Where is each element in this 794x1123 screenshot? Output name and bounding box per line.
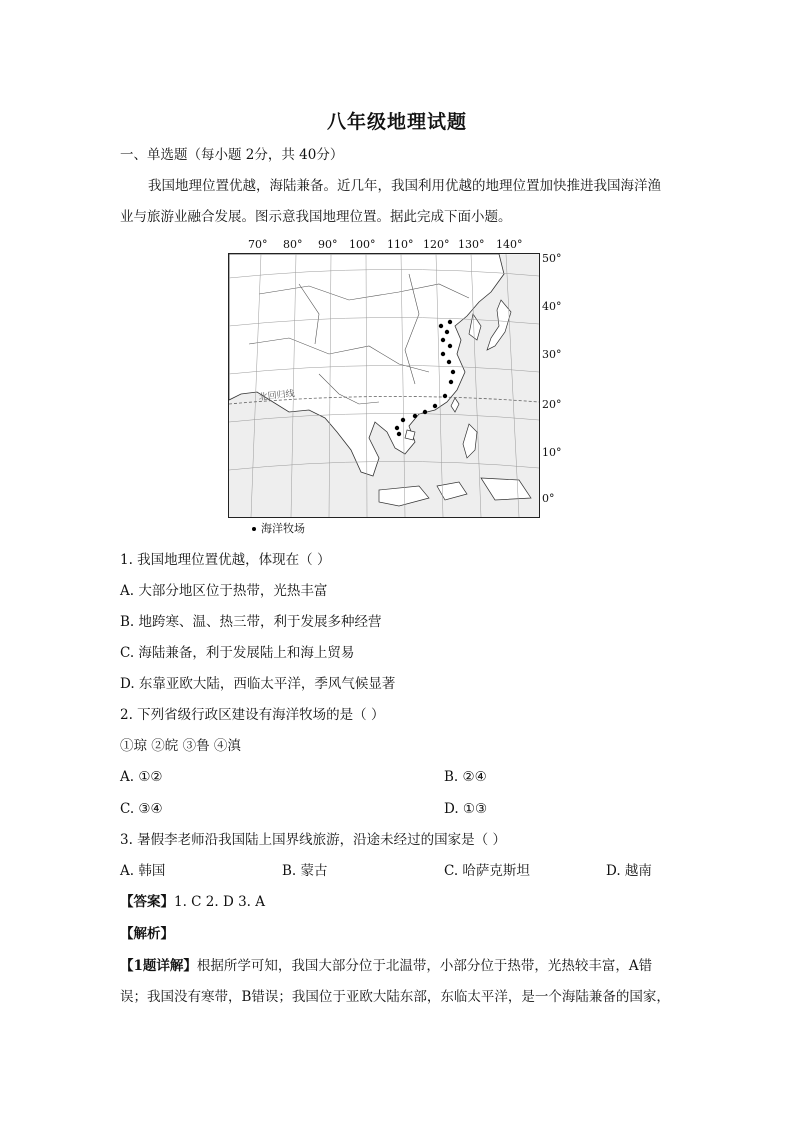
detail-line-2: 误；我国没有寒带，B错误；我国位于亚欧大陆东部，东临太平洋，是一个海陆兼备的国家， xyxy=(120,989,670,1005)
q2-option-b: B. ②④ xyxy=(444,769,487,785)
q2-option-d: D. ①③ xyxy=(444,801,488,817)
q3-option-d: D. 越南 xyxy=(606,863,652,879)
q2-option-a: A. ①② xyxy=(120,769,163,785)
lat-label: 50° xyxy=(542,252,562,265)
china-location-map xyxy=(228,238,578,538)
q3-option-c: C. 哈萨克斯坦 xyxy=(444,863,530,879)
q1-stem: 1. 我国地理位置优越，体现在（ ） xyxy=(120,552,331,568)
map-legend xyxy=(252,520,305,536)
section-heading: 一、单选题（每小题 2分，共 40分） xyxy=(120,147,344,163)
q2-option-c: C. ③④ xyxy=(120,801,163,817)
lat-label: 10° xyxy=(542,446,562,459)
lat-label: 40° xyxy=(542,300,562,313)
intro-line-1: 我国地理位置优越，海陆兼备。近几年，我国利用优越的地理位置加快推进我国海洋渔 xyxy=(148,178,661,194)
tropic-label: 北回归线 xyxy=(258,389,296,403)
lon-label: 110° xyxy=(387,238,414,251)
q2-items: ①琼 ②皖 ③鲁 ④滇 xyxy=(120,738,241,754)
q1-option-a: A. 大部分地区位于热带，光热丰富 xyxy=(120,583,328,599)
answer-label: 【答案】 xyxy=(120,894,174,910)
map-frame xyxy=(228,253,540,518)
lon-label: 90° xyxy=(318,238,338,251)
intro-line-2: 业与旅游业融合发展。图示意我国地理位置。据此完成下面小题。 xyxy=(120,209,512,225)
detail-label: 【1题详解】 xyxy=(120,958,197,974)
q3-option-a: A. 韩国 xyxy=(120,863,166,879)
analysis-label: 【解析】 xyxy=(120,926,174,942)
legend-label: 海洋牧场 xyxy=(261,522,305,535)
hainan-island xyxy=(405,430,415,440)
lon-label: 140° xyxy=(496,238,523,251)
q1-option-d: D. 东靠亚欧大陆，西临太平洋，季风气候显著 xyxy=(120,676,396,692)
lat-label: 0° xyxy=(542,492,555,505)
lon-label: 130° xyxy=(458,238,485,251)
page-title: 八年级地理试题 xyxy=(326,111,467,133)
lat-label: 30° xyxy=(542,348,562,361)
q2-stem: 2. 下列省级行政区建设有海洋牧场的是（ ） xyxy=(120,707,385,723)
lon-label: 100° xyxy=(349,238,376,251)
lat-label: 20° xyxy=(542,398,562,411)
detail-line-1 xyxy=(120,957,652,975)
legend-dot-icon xyxy=(252,527,256,531)
answer-line xyxy=(120,893,265,911)
q3-option-b: B. 蒙古 xyxy=(282,863,328,879)
map-drawing xyxy=(229,254,539,517)
lon-label: 70° xyxy=(248,238,268,251)
q3-stem: 3. 暑假李老师沿我国陆上国界线旅游，沿途未经过的国家是（ ） xyxy=(120,832,506,848)
q1-option-b: B. 地跨寒、温、热三带，利于发展多种经营 xyxy=(120,614,382,630)
q1-option-c: C. 海陆兼备，利于发展陆上和海上贸易 xyxy=(120,645,355,661)
answer-text: 1. C 2. D 3. A xyxy=(174,894,265,910)
lon-label: 80° xyxy=(283,238,303,251)
detail-text-1: 根据所学可知，我国大部分位于北温带，小部分位于热带，光热较丰富，A错 xyxy=(196,958,653,974)
lon-label: 120° xyxy=(423,238,450,251)
